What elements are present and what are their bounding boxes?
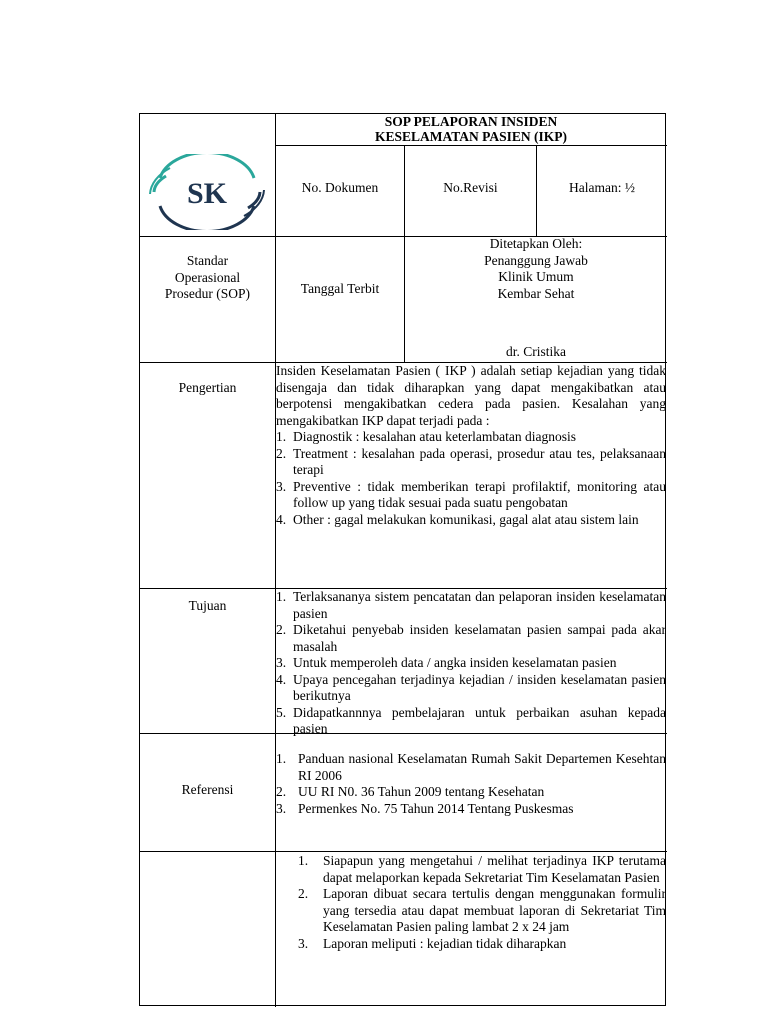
list-item: [276, 589, 666, 622]
tujuan-list: [276, 589, 666, 738]
pengertian-intro: Insiden Keselamatan Pasien ( IKP ) adalah setiap kejadian yang tidak disengaja dan tidak diharapkan yang dapat mengakibatkan atau berpotensi mengakibatkan cedera pada pasien. Kesalahan yang mengakibatkan IKP dapat terjadi pada :: [276, 363, 666, 428]
title-line-2: KESELAMATAN PASIEN (IKP): [374, 129, 567, 144]
list-number: 1.: [276, 751, 287, 766]
list-item: [276, 784, 666, 801]
list-number: 3.: [276, 800, 287, 816]
list-text: Untuk memperoleh data / angka insiden keselamatan pasien: [293, 655, 617, 670]
list-text: Laporan dibuat secara tertulis dengan menggunakan formulir yang tersedia atau dapat membuat laporan di Sekretariat Tim Keselamatan Pasien paling lambat 2 x 24 jam: [323, 886, 666, 934]
list-item: [276, 886, 666, 936]
list-number: 3.: [276, 478, 287, 494]
list-item: [276, 936, 666, 953]
list-text: Panduan nasional Keselamatan Rumah Sakit Departemen Kesehtan RI 2006: [298, 751, 666, 783]
list-number: 2.: [276, 445, 287, 461]
list-number: 2.: [298, 886, 309, 901]
list-item: [276, 751, 666, 784]
no-dokumen-label: No. Dokumen: [301, 180, 379, 195]
list-text: Other : gagal melakukan komunikasi, gagal alat atau sistem lain: [293, 511, 639, 527]
row-divider: [275, 145, 667, 146]
list-text: Siapapun yang mengetahui / melihat terjadinya IKP terutama dapat melaporkan kepada Sekretariat Tim Keselamatan Pasien: [323, 853, 666, 885]
tujuan-label: Tujuan: [188, 598, 227, 613]
list-text: Didapatkannnya pembelajaran untuk perbaikan asuhan kepada pasien: [293, 704, 666, 736]
tujuan-content: [276, 589, 666, 738]
list-number: 3.: [276, 655, 287, 670]
list-item: [276, 446, 666, 479]
list-item: [276, 705, 666, 738]
list-number: 2.: [276, 784, 287, 799]
list-text: Permenkes No. 75 Tahun 2014 Tentang Puskesmas: [298, 800, 574, 816]
referensi-list: [276, 751, 666, 817]
list-item: [276, 512, 666, 529]
ditetapkan-line-1: Ditetapkan Oleh:: [489, 236, 583, 251]
signer-name: dr. Cristika: [506, 344, 566, 359]
document-title: [275, 114, 667, 144]
clinic-logo: [146, 154, 268, 230]
pengertian-list: [276, 429, 666, 528]
list-text: UU RI N0. 36 Tahun 2009 tentang Kesehatan: [298, 784, 545, 799]
ditetapkan-block: [405, 236, 667, 302]
no-revisi-label: No.Revisi: [443, 180, 498, 195]
tanggal-terbit-label: Tanggal Terbit: [300, 281, 380, 296]
title-line-1: SOP PELAPORAN INSIDEN: [384, 114, 558, 129]
list-item: [276, 622, 666, 655]
list-number: 2.: [276, 622, 287, 637]
list-text: Laporan meliputi : kejadian tidak diharapkan: [323, 935, 567, 951]
referensi-content: [276, 751, 666, 817]
ditetapkan-line-2: Penanggung Jawab: [484, 252, 588, 268]
list-item: [276, 655, 666, 672]
list-number: 1.: [276, 429, 287, 444]
list-item: [276, 853, 666, 886]
list-number: 1.: [298, 853, 309, 868]
list-text: Diketahui penyebab insiden keselamatan pasien sampai pada akar masalah: [293, 622, 666, 654]
row-divider: [140, 851, 667, 852]
list-number: 4.: [276, 511, 287, 527]
list-number: 1.: [276, 589, 287, 604]
list-text: Terlaksananya sistem pencatatan dan pelaporan insiden keselamatan pasien: [293, 589, 666, 621]
list-number: 3.: [298, 935, 309, 951]
sop-label: Standar Operasional Prosedur (SOP): [164, 253, 251, 301]
prosedur-content: [276, 853, 666, 1005]
ditetapkan-line-3: Klinik Umum: [498, 269, 574, 284]
list-number: 4.: [276, 671, 287, 687]
halaman-label: Halaman: ½: [569, 180, 635, 195]
list-item: [276, 429, 666, 446]
list-item: [276, 479, 666, 512]
list-text: Diagnostik : kesalahan atau keterlambatan diagnosis: [293, 429, 577, 444]
pengertian-content: [276, 363, 666, 528]
list-text: Upaya pencegahan terjadinya kejadian / insiden keselamatan pasien berikutnya: [293, 671, 666, 703]
list-number: 5.: [276, 704, 287, 720]
pengertian-label: Pengertian: [178, 380, 237, 395]
list-text: Preventive : tidak memberikan terapi profilaktif, monitoring atau follow up yang tidak sesuai pada suatu pengobatan: [293, 478, 666, 510]
sop-document: [139, 113, 666, 1006]
list-text: Treatment : kesalahan pada operasi, prosedur atau tes, pelaksanaan terapi: [293, 445, 666, 477]
list-item: [276, 672, 666, 705]
list-item: [276, 801, 666, 818]
referensi-label: Referensi: [181, 782, 234, 797]
ditetapkan-line-4: Kembar Sehat: [497, 285, 575, 301]
prosedur-list: [276, 853, 666, 952]
logo-lettering: SK: [186, 177, 228, 210]
